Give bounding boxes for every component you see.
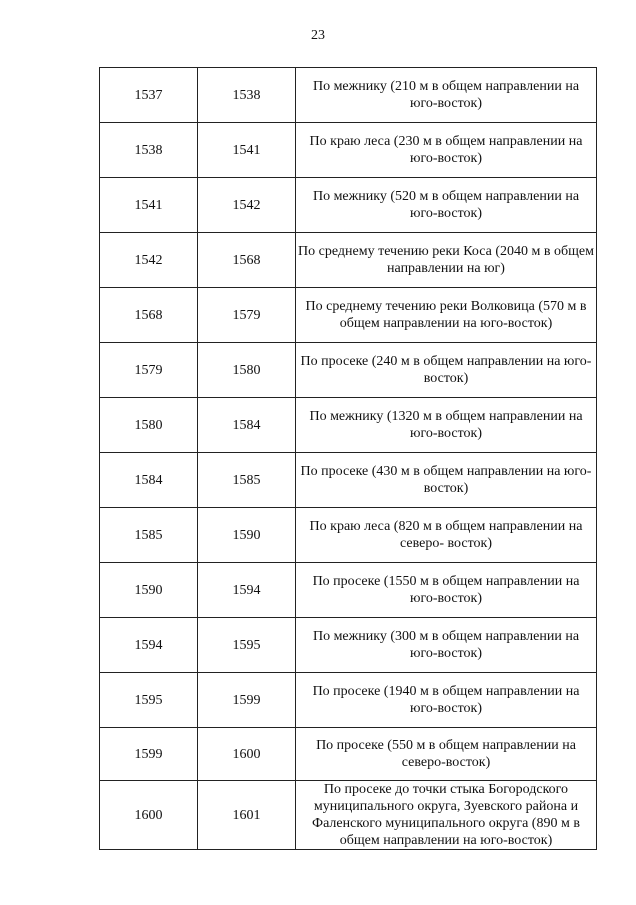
description-cell: По межнику (520 м в общем направлении на юго-восток)	[296, 178, 597, 233]
from-point-cell: 1585	[100, 508, 198, 563]
description-cell: По просеке (240 м в общем направлении на юго-восток)	[296, 343, 597, 398]
description-cell: По краю леса (230 м в общем направлении на юго-восток)	[296, 123, 597, 178]
description-cell: По просеке (550 м в общем направлении на северо-восток)	[296, 728, 597, 781]
from-point-cell: 1538	[100, 123, 198, 178]
from-point-cell: 1599	[100, 728, 198, 781]
to-point-cell: 1542	[198, 178, 296, 233]
from-point-cell: 1584	[100, 453, 198, 508]
from-point-cell: 1590	[100, 563, 198, 618]
description-cell: По краю леса (820 м в общем направлении на северо- восток)	[296, 508, 597, 563]
description-cell: По просеке до точки стыка Богородского муниципального округа, Зуевского района и Фаленского муниципального округа (890 м в общем направлении на юго-восток)	[296, 781, 597, 850]
page-number: 23	[311, 28, 325, 43]
to-point-cell: 1584	[198, 398, 296, 453]
description-cell: По среднему течению реки Коса (2040 м в общем направлении на юг)	[296, 233, 597, 288]
description-cell: По среднему течению реки Волковица (570 м в общем направлении на юго-восток)	[296, 288, 597, 343]
to-point-cell: 1579	[198, 288, 296, 343]
to-point-cell: 1585	[198, 453, 296, 508]
table-row	[100, 343, 597, 398]
table-row	[100, 673, 597, 728]
from-point-cell: 1595	[100, 673, 198, 728]
table-row	[100, 398, 597, 453]
from-point-cell: 1537	[100, 68, 198, 123]
from-point-cell: 1542	[100, 233, 198, 288]
table-row	[100, 563, 597, 618]
table-row	[100, 618, 597, 673]
table-row	[100, 728, 597, 781]
to-point-cell: 1580	[198, 343, 296, 398]
from-point-cell: 1580	[100, 398, 198, 453]
table-row	[100, 781, 597, 850]
description-cell: По просеке (1940 м в общем направлении на юго-восток)	[296, 673, 597, 728]
table-row	[100, 288, 597, 343]
from-point-cell: 1600	[100, 781, 198, 850]
table-row	[100, 178, 597, 233]
description-cell: По межнику (210 м в общем направлении на юго-восток)	[296, 68, 597, 123]
boundary-description-table	[99, 67, 597, 850]
from-point-cell: 1594	[100, 618, 198, 673]
to-point-cell: 1594	[198, 563, 296, 618]
from-point-cell: 1541	[100, 178, 198, 233]
table-row	[100, 453, 597, 508]
table-row	[100, 508, 597, 563]
to-point-cell: 1538	[198, 68, 296, 123]
to-point-cell: 1599	[198, 673, 296, 728]
to-point-cell: 1601	[198, 781, 296, 850]
table-row	[100, 123, 597, 178]
to-point-cell: 1541	[198, 123, 296, 178]
table-row	[100, 233, 597, 288]
description-cell: По межнику (300 м в общем направлении на юго-восток)	[296, 618, 597, 673]
from-point-cell: 1568	[100, 288, 198, 343]
to-point-cell: 1568	[198, 233, 296, 288]
to-point-cell: 1600	[198, 728, 296, 781]
to-point-cell: 1595	[198, 618, 296, 673]
description-cell: По просеке (1550 м в общем направлении на юго-восток)	[296, 563, 597, 618]
description-cell: По межнику (1320 м в общем направлении на юго-восток)	[296, 398, 597, 453]
table-row	[100, 68, 597, 123]
to-point-cell: 1590	[198, 508, 296, 563]
description-cell: По просеке (430 м в общем направлении на юго-восток)	[296, 453, 597, 508]
from-point-cell: 1579	[100, 343, 198, 398]
